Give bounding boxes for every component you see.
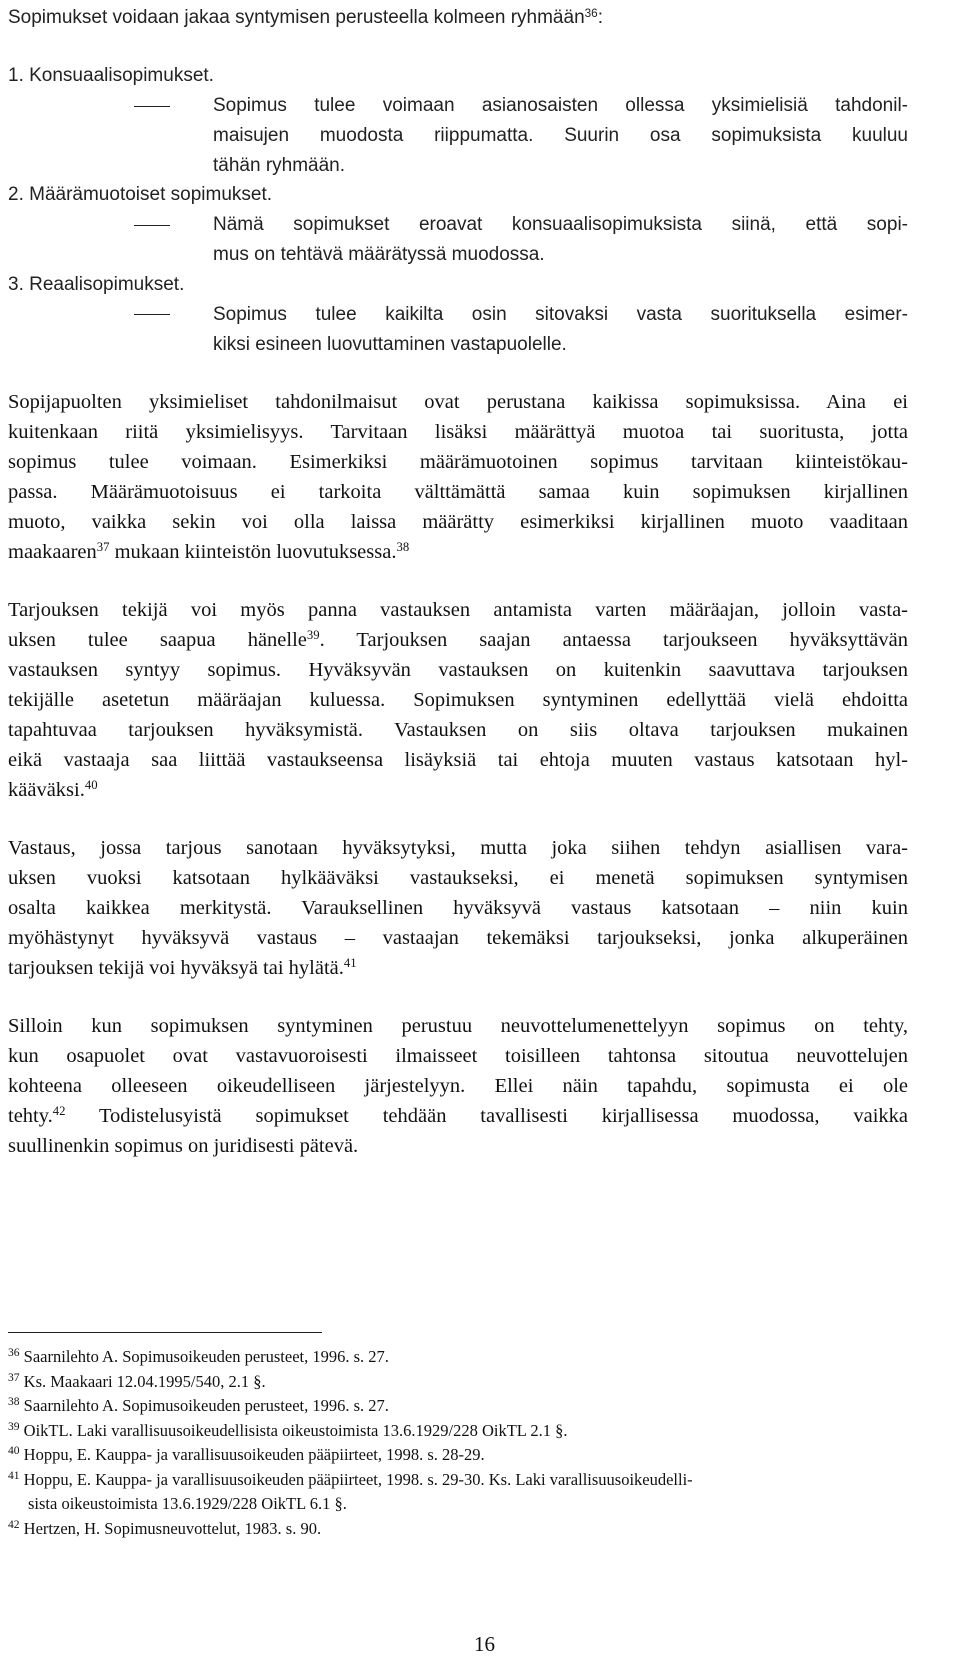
footnote-separator [8, 1332, 322, 1333]
footnote: $^{41}$ Hoppu, E. Kauppa- ja varallisuusoikeuden pääpiirteet, 1998. s. 29-30. Ks. Laki varallisuusoikeudelli- [8, 1470, 693, 1489]
document-page: Sopimukset voidaan jakaa syntymisen perusteella kolmeen ryhmään$^{36}$: 1. Konsuaalisopimukset. Sopimus tulee voimaan asianosaisten ollessa yksimielisiä tahdonil- maisujen muodosta riippumatta. Suurin osa sopimuksista kuuluu tähän ryhmään. 2. Määrämuotoiset sopimukset. Nämä sopimukset eroavat konsuaalisopimuksista siinä, että sopi- mus on tehtävä määrätyssä muodossa. 3. Reaalisopimukset. Sopimus tulee kaikilta osin sitovaksi vasta suorituksella esimer- kiksi esineen luovuttaminen vastapuolelle. Sopijapuolten yksimieliset tahdonilmaisut ovat perustana kaikissa sopimuksissa. Aina ei kuitenkaan riitä yksimielisyys. Tarvitaan lisäksi määrättyä muotoa tai suoritusta, jotta sopimus tulee voimaan. Esimerkiksi määrämuotoinen sopimus tarvitaan kiinteistökau- passa. Määrämuotoisuus ei tarkoita välttämättä samaa kuin sopimuksen kirjallinen muoto, vaikka sekin voi olla laissa määrätty esimerkiksi kirjallinen muoto vaaditaan maakaaren$^{37}$ mukaan kiinteistön luovutuksessa.$^{38}$ Tarjouksen tekijä voi myös panna vastauksen antamista varten määräajan, jolloin vasta- uksen tulee saapua hänelle$^{39}$. Tarjouksen saajan antaessa tarjoukseen hyväksyttävän vastauksen syntyy sopimus. Hyväksyvän vastauksen on kuitenkin saavuttava tarjouksen tekijälle asetetun määräajan kuluessa. Sopimuksen syntyminen edellyttää vielä ehdoitta tapahtuvaa tarjouksen hyväksymistä. Vastauksen on siis oltava tarjouksen mukainen eikä vastaaja saa liittää vastaukseensa lisäyksiä tai ehtoja muuten vastaus katsotaan hyl- kääväksi.$^{40}$ Vastaus, jossa tarjous sanotaan hyväksytyksi, mutta joka siihen tehdyn asiallisen vara- uksen vuoksi katsotaan hylkääväksi vastaukseksi, ei menetä sopimuksen syntymisen osalta kaikkea merkitystä. Varauksellinen hyväksyvä vastaus katsotaan – niin kuin myöhästynyt hyväksyvä vastaus – vastaajan tekemäksi tarjoukseksi, jonka alkuperäinen tarjouksen tekijä voi hyväksyä tai hylätä.$^{41}$ Silloin kun sopimuksen syntyminen perustuu neuvottelumenettelyyn sopimus on tehty, kun osapuolet ovat vastavuoroisesti ilmaisseet toisilleen tahtonsa sitoutua neuvottelujen kohteena olleeseen oikeudelliseen järjestelyyn. Ellei näin tapahdu, sopimusta ei ole tehty.$^{42}$ Todistelusyistä sopimukset tehdään tavallisesti kirjallisessa muodossa, vaikka suullinenkin sopimus on juridisesti pätevä. $^{36}$ Saarnilehto A. Sopimusoikeuden perusteet, 1996. s. 27. $^{37}$ Ks. Maakaari 12.04.1995/540, 2.1 §. $^{38}$ Saarnilehto A. Sopimusoikeuden perusteet, 1996. s. 27. $^{39}$ OikTL. Laki varallisuusoikeudellisista oikeustoimista 13.6.1929/228 OikTL 2.1 §. $^{40}$ Hoppu, E. Kauppa- ja varallisuusoikeuden pääpiirteet, 1998. s. 28-29. $^{41}$ Hoppu, E. Kauppa- ja varallisuusoikeuden pääpiirteet, 1998. s. 29-30. Ks. Laki varallisuusoikeudelli- sista oikeustoimista 13.6.1929/228 OikTL 6.1 §. $^{42}$ Hertzen, H. Sopimusneuvottelut, 1983. s. 90. 16 [8, 6, 908, 1656]
list-text-line: kiksi esineen luovuttaminen vastapuolelle. [213, 334, 567, 355]
footnote-ref: 38 [396, 540, 410, 555]
list-heading: 1. Konsuaalisopimukset. [8, 65, 214, 86]
list-dash [134, 225, 170, 226]
footnote-ref: 42 [52, 1104, 66, 1119]
list-dash [134, 106, 170, 107]
footnote-ref: 36 [584, 6, 598, 20]
footnote: $^{38}$ Saarnilehto A. Sopimusoikeuden perusteet, 1996. s. 27. [8, 1396, 389, 1415]
footnote-continuation: sista oikeustoimista 13.6.1929/228 OikTL 6.1 §. [28, 1494, 347, 1513]
footnote-ref: 40 [84, 778, 98, 793]
list-heading: 3. Reaalisopimukset. [8, 274, 185, 295]
footnote-ref: 41 [343, 956, 357, 971]
page-number: 16 [474, 1632, 495, 1656]
list-text-line: mus on tehtävä määrätyssä muodossa. [213, 244, 545, 265]
footnote-ref: 39 [306, 628, 320, 643]
footnote: $^{36}$ Saarnilehto A. Sopimusoikeuden perusteet, 1996. s. 27. [8, 1347, 389, 1366]
list-text-line: tähän ryhmään. [213, 155, 346, 176]
list-dash [134, 314, 170, 315]
footnote-ref: 37 [96, 540, 110, 555]
list-text-line: Sopimus tulee voimaan asianosaisten ollessa yksimielisiä tahdonil- [213, 95, 908, 116]
footnote: $^{37}$ Ks. Maakaari 12.04.1995/540, 2.1 §. [8, 1372, 266, 1391]
footnote: $^{40}$ Hoppu, E. Kauppa- ja varallisuusoikeuden pääpiirteet, 1998. s. 28-29. [8, 1445, 485, 1464]
list-text-line: Sopimus tulee kaikilta osin sitovaksi vasta suorituksella esimer- [213, 304, 908, 325]
footnote: $^{42}$ Hertzen, H. Sopimusneuvottelut, 1983. s. 90. [8, 1519, 322, 1538]
list-text-line: Nämä sopimukset eroavat konsuaalisopimuksista siinä, että sopi- [213, 214, 908, 235]
list-text-line: maisujen muodosta riippumatta. Suurin osa sopimuksista kuuluu [213, 125, 908, 146]
footnote: $^{39}$ OikTL. Laki varallisuusoikeudellisista oikeustoimista 13.6.1929/228 OikTL 2.1 §. [8, 1421, 568, 1440]
list-heading: 2. Määrämuotoiset sopimukset. [8, 184, 273, 205]
